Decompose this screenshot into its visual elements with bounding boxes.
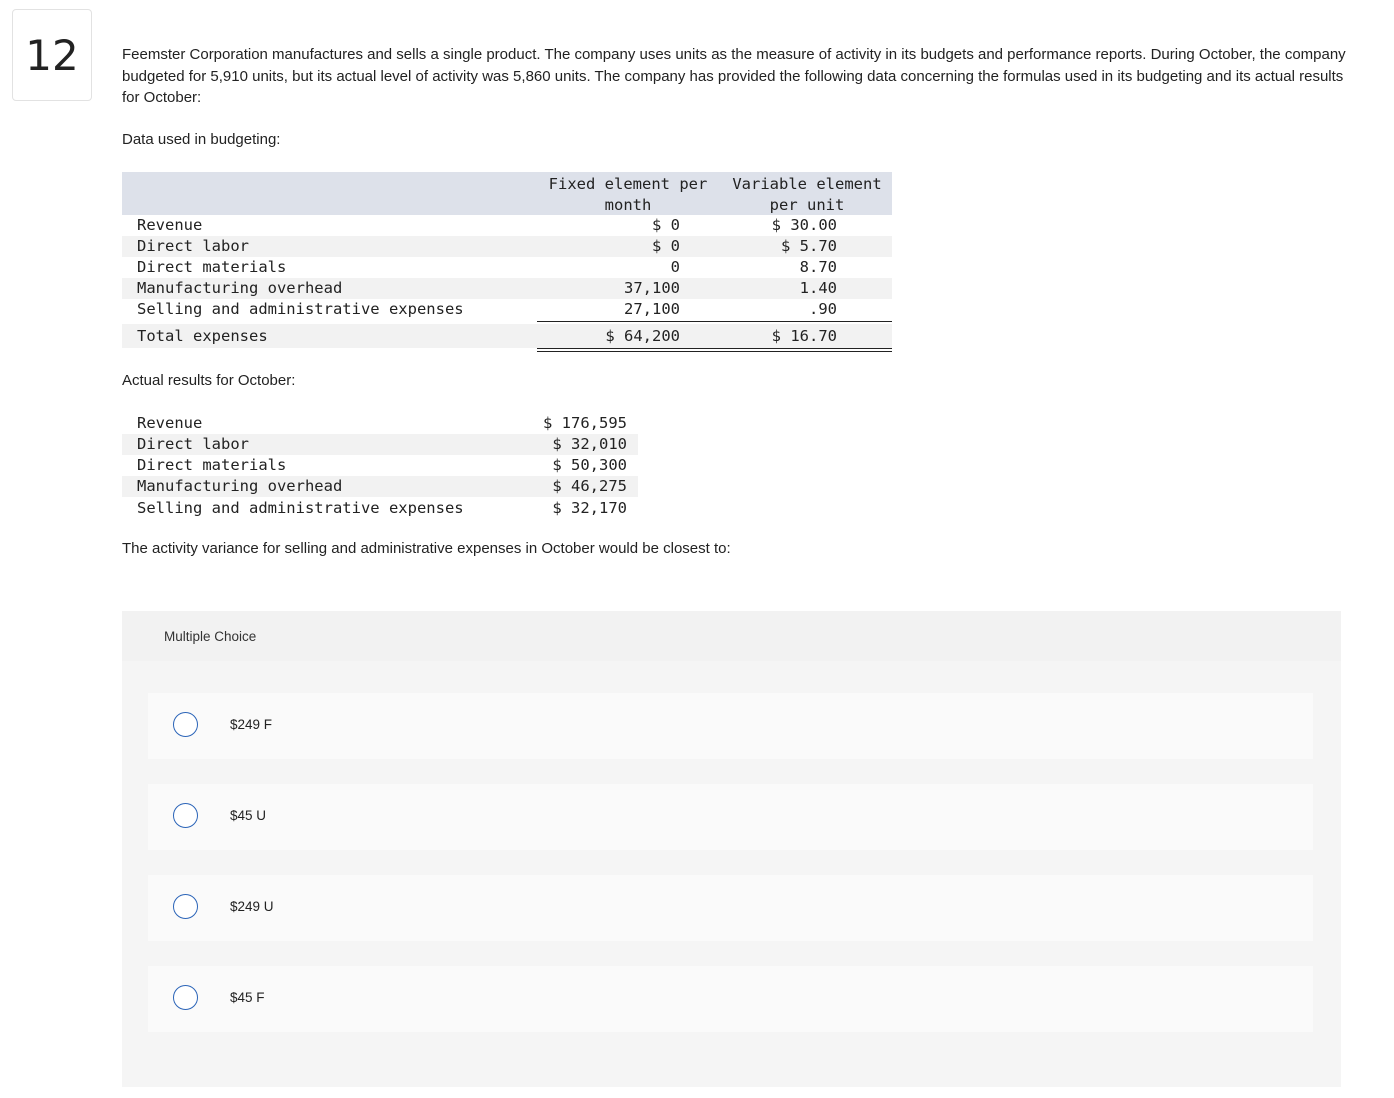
row-label: Direct labor: [137, 435, 249, 453]
row-label: Selling and administrative expenses: [137, 300, 464, 318]
total-label: Total expenses: [137, 327, 268, 345]
header-fixed-line2: month: [604, 195, 652, 214]
table-row-total: [122, 324, 892, 348]
budget-table-header: [122, 172, 892, 215]
actual-table: [122, 413, 642, 521]
answer-option[interactable]: [148, 693, 1313, 759]
table-row: [122, 257, 892, 278]
header-fixed-element: [542, 174, 714, 215]
answer-option[interactable]: [148, 784, 1313, 850]
table-row: [122, 236, 892, 257]
row-variable: .90: [809, 300, 837, 318]
header-variable-line1: Variable element: [732, 175, 882, 193]
table-row: [122, 476, 638, 497]
total-double-underline: [537, 348, 892, 349]
multiple-choice-options: [122, 661, 1341, 1087]
multiple-choice-heading: Multiple Choice: [164, 629, 257, 644]
row-value: $ 32,170: [552, 499, 627, 517]
answer-option[interactable]: [148, 966, 1313, 1032]
radio-button[interactable]: [173, 894, 198, 919]
budget-data-label: Data used in budgeting:: [122, 131, 281, 148]
question-prompt: Feemster Corporation manufactures and sells a single product. The company uses units as the measure of activity in its budgets and performance reports. During October, the company budgeted for 5,910 units, but its actual level of activity was 5,860 units. The company has provided the following data concerning the formulas used in its budgeting and its actual results for October:: [122, 46, 1346, 106]
answer-option-label: $45 U: [230, 808, 267, 823]
row-value: $ 176,595: [543, 414, 627, 432]
header-fixed-line1: Fixed element per: [548, 175, 708, 193]
row-label: Revenue: [137, 216, 203, 234]
total-double-underline: [537, 351, 892, 352]
row-label: Revenue: [137, 414, 203, 432]
row-label: Direct materials: [137, 258, 287, 276]
table-row: [122, 498, 638, 519]
row-variable: $ 30.00: [771, 216, 837, 234]
radio-button[interactable]: [173, 803, 198, 828]
table-row: [122, 215, 892, 236]
subtotal-underline: [537, 321, 892, 322]
header-variable-line2: per unit: [769, 195, 845, 214]
answer-option[interactable]: [148, 875, 1313, 941]
row-label: Direct labor: [137, 237, 249, 255]
total-fixed: $ 64,200: [605, 327, 680, 345]
row-label: Selling and administrative expenses: [137, 499, 464, 517]
row-variable: 8.70: [799, 258, 837, 276]
row-label: Direct materials: [137, 456, 287, 474]
row-variable: 1.40: [799, 279, 837, 297]
table-row: [122, 299, 892, 320]
row-value: $ 50,300: [552, 456, 627, 474]
table-row: [122, 413, 638, 434]
row-value: $ 32,010: [552, 435, 627, 453]
row-label: Manufacturing overhead: [137, 279, 343, 297]
question-ask: The activity variance for selling and administrative expenses in October would be closest to:: [122, 540, 731, 557]
answer-option-label: $249 U: [230, 899, 274, 914]
row-fixed: $ 0: [652, 216, 680, 234]
row-fixed: 27,100: [624, 300, 680, 318]
row-fixed: $ 0: [652, 237, 680, 255]
answer-option-label: $45 F: [230, 990, 265, 1005]
table-row: [122, 278, 892, 299]
row-fixed: 0: [670, 258, 680, 276]
table-row: [122, 455, 638, 476]
total-variable: $ 16.70: [771, 327, 837, 345]
row-label: Manufacturing overhead: [137, 477, 343, 495]
row-value: $ 46,275: [552, 477, 627, 495]
answer-option-label: $249 F: [230, 717, 273, 732]
radio-button[interactable]: [173, 712, 198, 737]
header-variable-element: [722, 174, 892, 215]
actual-results-label: Actual results for October:: [122, 372, 296, 389]
budget-table: [122, 172, 892, 352]
row-fixed: 37,100: [624, 279, 680, 297]
row-variable: $ 5.70: [781, 237, 837, 255]
question-number: 12: [12, 9, 92, 101]
radio-button[interactable]: [173, 985, 198, 1010]
multiple-choice-panel: [122, 611, 1341, 1087]
table-row: [122, 434, 638, 455]
